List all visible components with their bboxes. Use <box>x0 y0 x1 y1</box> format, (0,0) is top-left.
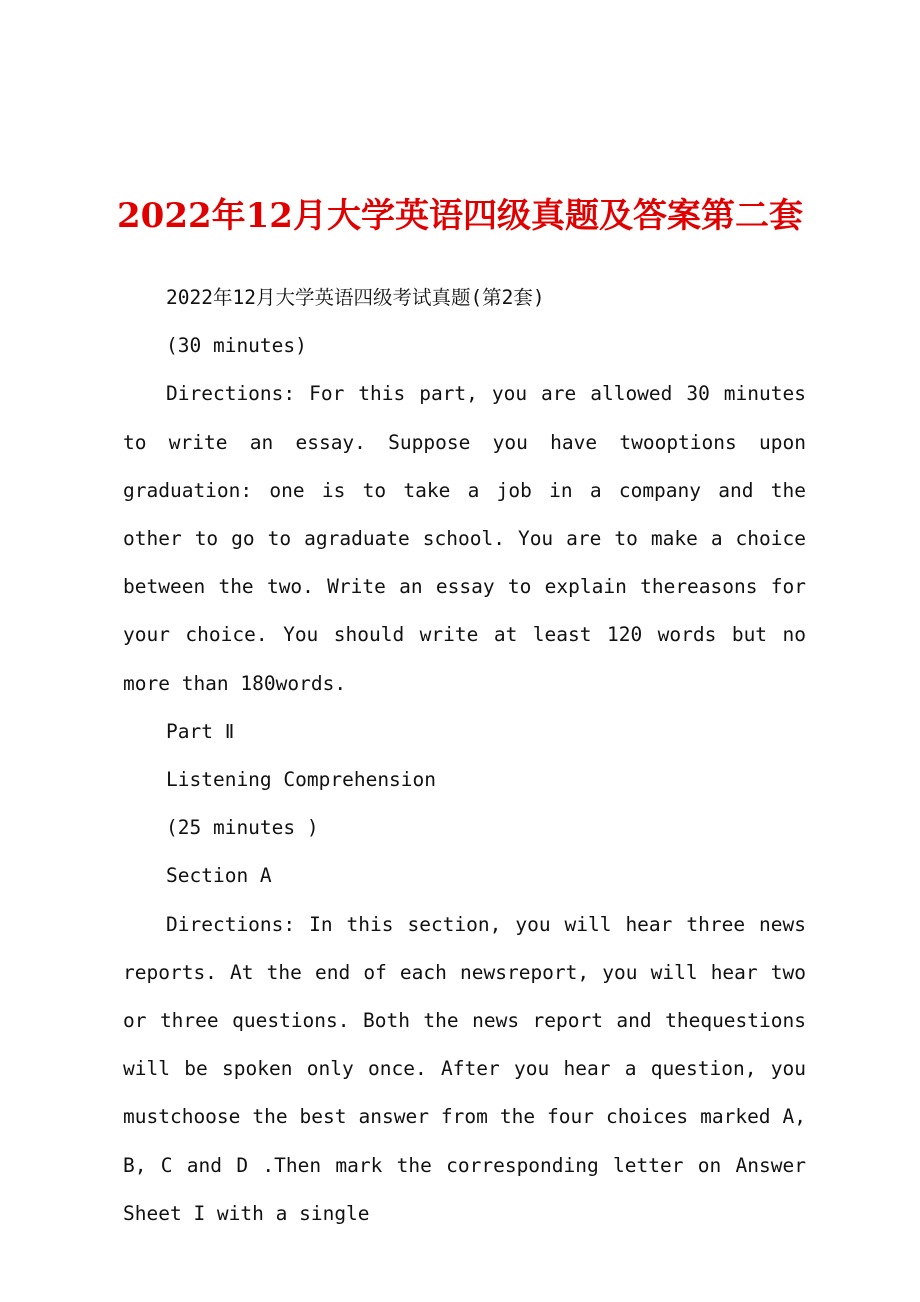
exam-subtitle: 2022年12月大学英语四级考试真题(第2套) <box>166 286 545 309</box>
part-name: Listening Comprehension <box>166 768 437 792</box>
section-heading: Section A <box>166 864 272 888</box>
document-body <box>123 274 806 1238</box>
part-heading: Part Ⅱ <box>166 719 235 743</box>
listening-directions: Directions: In this section, you will hear three news reports. At the end of each newsreport, you will hear two or three questions. Both the news report and thequestions will be spoken only once. After you hear a question, you mustchoose the best answer from the four choices marked A, B, C and D .Then mark the corresponding letter on Answer Sheet I with a single <box>123 912 806 1225</box>
time-limit-listening: (25 minutes ) <box>166 816 319 840</box>
writing-directions: Directions: For this part, you are allowed 30 minutes to write an essay. Suppose you have twooptions upon graduation: one is to take a job in a company and the other to go to agraduate school. You are to make a choice between the two. Write an essay to explain thereasons for your choice. You should write at least 120 words but no more than 180words. <box>123 382 806 695</box>
time-limit-writing: (30 minutes) <box>166 334 307 358</box>
document-title: 2022年12月大学英语四级真题及答案第二套 <box>117 196 803 236</box>
